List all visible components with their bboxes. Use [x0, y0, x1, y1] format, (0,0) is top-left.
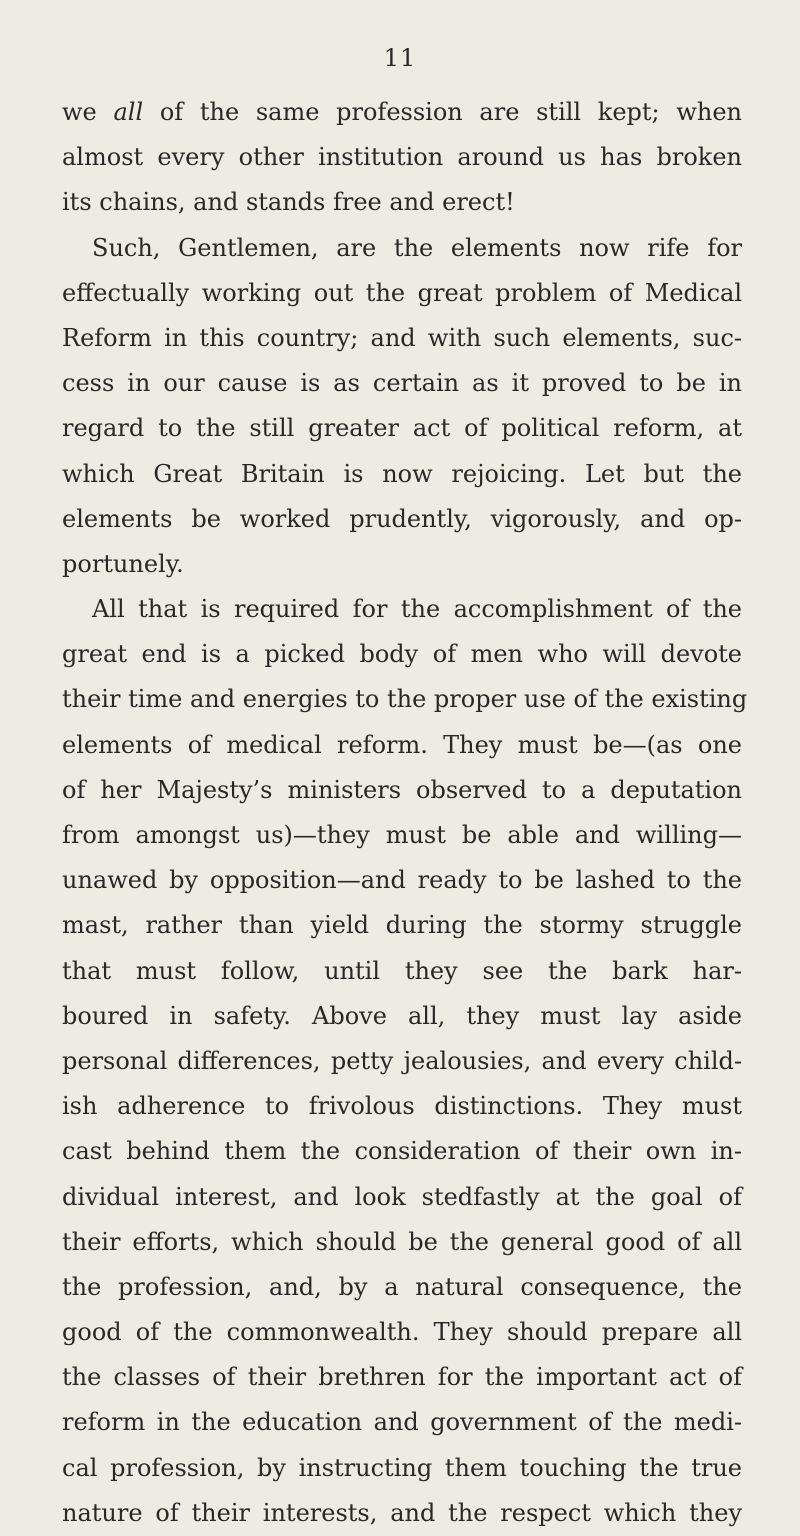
- italic-word: all: [113, 98, 144, 126]
- text-line-26: their efforts, which should be the general good of all: [62, 1227, 742, 1256]
- text-line-23: ish adherence to frivolous distinctions. They must: [62, 1092, 742, 1121]
- text-line-28: good of the commonwealth. They should prepare all: [62, 1318, 742, 1347]
- text-line-15: elements of medical reform. They must be—(as one: [62, 730, 742, 759]
- text-line-1: we all of the same profession are still kept; when: [62, 98, 743, 126]
- text-line-7: cess in our cause is as certain as it proved to be in: [62, 369, 742, 398]
- text-line-11: portunely.: [62, 549, 184, 578]
- text-line-12: All that is required for the accomplishment of the: [92, 595, 742, 624]
- text-line-13: great end is a picked body of men who will devote: [62, 640, 742, 669]
- text-line-2: almost every other institution around us has broken: [62, 143, 742, 172]
- text-line-24: cast behind them the consideration of their own in-: [62, 1137, 742, 1166]
- text-line-31: cal profession, by instructing them touching the true: [62, 1453, 742, 1482]
- text-line-19: mast, rather than yield during the stormy struggle: [62, 911, 742, 940]
- text-line-16: of her Majesty’s ministers observed to a deputation: [62, 775, 742, 804]
- text-line-27: the profession, and, by a natural consequence, the: [62, 1272, 742, 1301]
- text-line-22: personal differences, petty jealousies, and every child-: [62, 1046, 742, 1075]
- text-line-21: boured in safety. Above all, they must lay aside: [62, 1001, 742, 1030]
- text-line-14: their time and energies to the proper use of the existing: [62, 685, 748, 714]
- text-line-32: nature of their interests, and the respect which they: [62, 1498, 742, 1527]
- text-line-5: effectually working out the great problem of Medical: [62, 278, 742, 307]
- text-line-30: reform in the education and government of the medi-: [62, 1408, 742, 1437]
- page-number: 11: [383, 44, 417, 72]
- text-line-10: elements be worked prudently, vigorously, and op-: [62, 504, 742, 533]
- text-line-25: dividual interest, and look stedfastly at the goal of: [62, 1182, 742, 1211]
- text-line-20: that must follow, until they see the bark har-: [62, 956, 742, 985]
- text-line-9: which Great Britain is now rejoicing. Let but the: [62, 459, 742, 488]
- text-line-3: its chains, and stands free and erect!: [62, 188, 515, 217]
- body-text: [62, 90, 748, 1536]
- text-line-17: from amongst us)—they must be able and willing—: [62, 821, 742, 849]
- text-line-4: Such, Gentlemen, are the elements now rife for: [92, 233, 742, 262]
- text-line-18: unawed by opposition—and ready to be lashed to the: [62, 866, 742, 895]
- text-line-6: Reform in this country; and with such elements, suc-: [62, 323, 742, 352]
- text-line-8: regard to the still greater act of political reform, at: [62, 414, 742, 443]
- text-line-29: the classes of their brethren for the important act of: [62, 1363, 742, 1392]
